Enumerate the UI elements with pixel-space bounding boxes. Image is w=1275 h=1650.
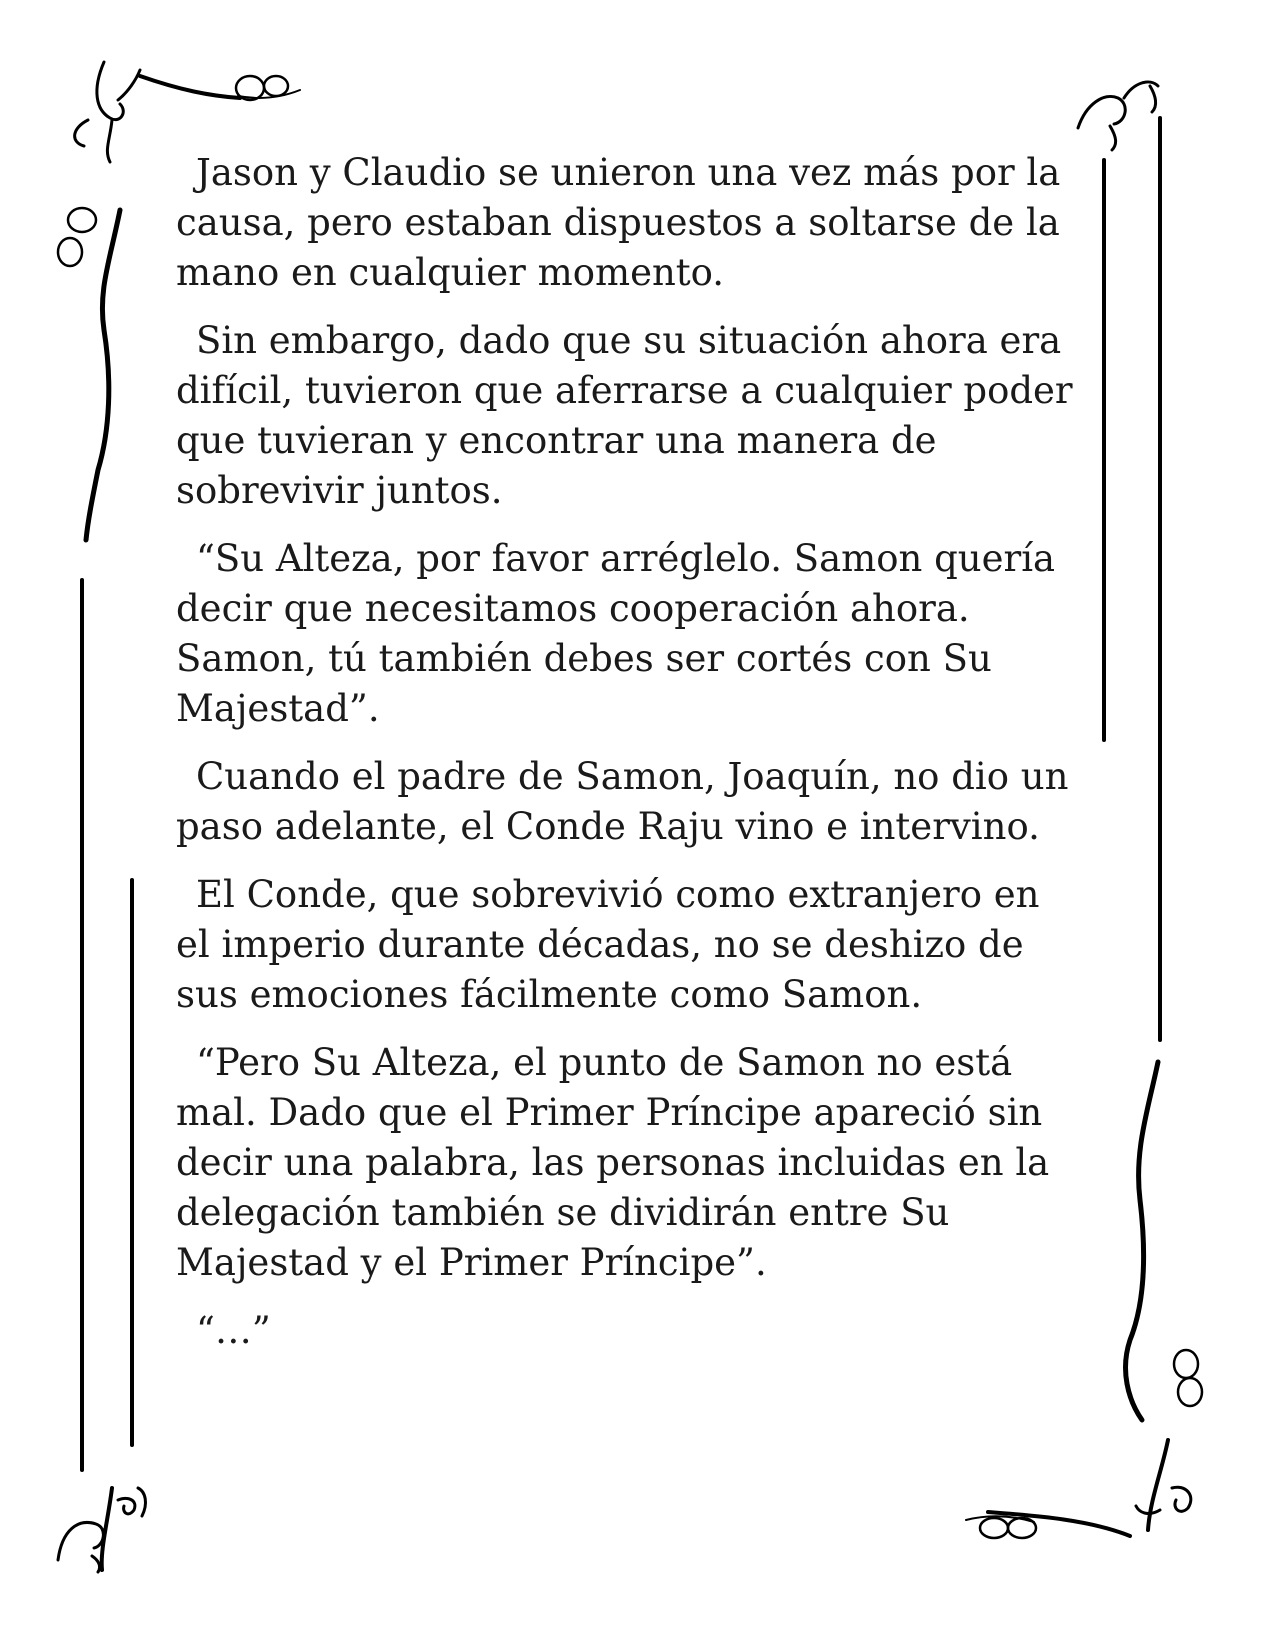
paragraph: Sin embargo, dado que su situación ahora era difícil, tuvieron que aferrarse a cualquier poder que tuvieran y encontrar una manera de sobrevivir juntos. xyxy=(176,319,1073,512)
paragraph: “…” xyxy=(196,1309,271,1352)
flourish-bottom-left-icon xyxy=(58,1488,145,1572)
flourish-top-right-icon xyxy=(1078,82,1158,150)
paragraph: El Conde, que sobrevivió como extranjero en el imperio durante décadas, no se deshizo de sus emociones fácilmente como Samon. xyxy=(176,873,1040,1016)
paragraph: Cuando el padre de Samon, Joaquín, no dio un paso adelante, el Conde Raju vino e intervino. xyxy=(176,755,1069,848)
paragraph: “Pero Su Alteza, el punto de Samon no está mal. Dado que el Primer Príncipe apareció sin decir una palabra, las personas incluidas en la delegación también se dividirán entre Su Majestad y el Primer Príncipe”. xyxy=(176,1041,1050,1284)
paragraph: “Su Alteza, por favor arréglelo. Samon quería decir que necesitamos cooperación ahora. Samon, tú también debes ser cortés con Su Majestad”. xyxy=(176,537,1056,730)
page-body-text xyxy=(176,148,1081,1374)
paragraph: Jason y Claudio se unieron una vez más por la causa, pero estaban dispuestos a soltarse de la mano en cualquier momento. xyxy=(176,151,1061,294)
